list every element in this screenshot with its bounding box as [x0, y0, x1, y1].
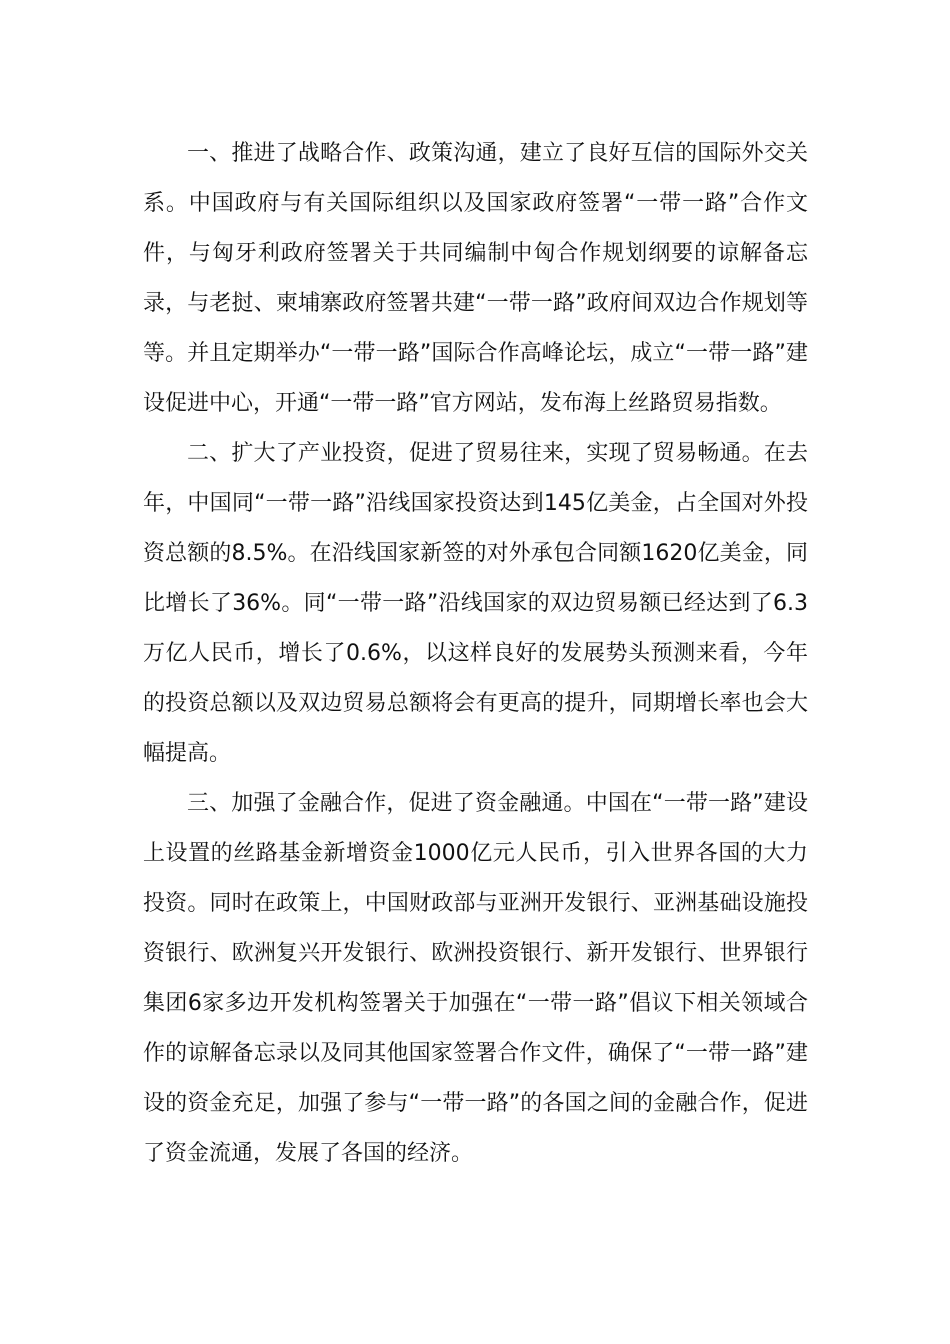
paragraph-strategic-cooperation: 一、推进了战略合作、政策沟通，建立了良好互信的国际外交关系。中国政府与有关国际组织以及国家政府签署“一带一路”合作文件，与匈牙利政府签署关于共同编制中匈合作规划纲要的谅解备忘录，与老挝、柬埔寨政府签署共建“一带一路”政府间双边合作规划等等。并且定期举办“一带一路”国际合作高峰论坛，成立“一带一路”建设促进中心，开通“一带一路”官方网站，发布海上丝路贸易指数。 — [143, 141, 808, 416]
paragraph-industrial-investment: 二、扩大了产业投资，促进了贸易往来，实现了贸易畅通。在去年，中国同“一带一路”沿线国家投资达到145亿美金，占全国对外投资总额的8.5%。在沿线国家新签的对外承包合同额1620亿美金，同比增长了36%。同“一带一路”沿线国家的双边贸易额已经达到了6.3万亿人民币，增长了0.6%，以这样良好的发展势头预测来看，今年的投资总额以及双边贸易总额将会有更高的提升，同期增长率也会大幅提高。 — [143, 441, 808, 766]
paragraph-financial-cooperation: 三、加强了金融合作，促进了资金融通。中国在“一带一路”建设上设置的丝路基金新增资金1000亿元人民币，引入世界各国的大力投资。同时在政策上，中国财政部与亚洲开发银行、亚洲基础设施投资银行、欧洲复兴开发银行、欧洲投资银行、新开发银行、世界银行集团6家多边开发机构签署关于加强在“一带一路”倡议下相关领域合作的谅解备忘录以及同其他国家签署合作文件，确保了“一带一路”建设的资金充足，加强了参与“一带一路”的各国之间的金融合作，促进了资金流通，发展了各国的经济。 — [143, 791, 808, 1166]
document-body — [143, 129, 808, 1179]
